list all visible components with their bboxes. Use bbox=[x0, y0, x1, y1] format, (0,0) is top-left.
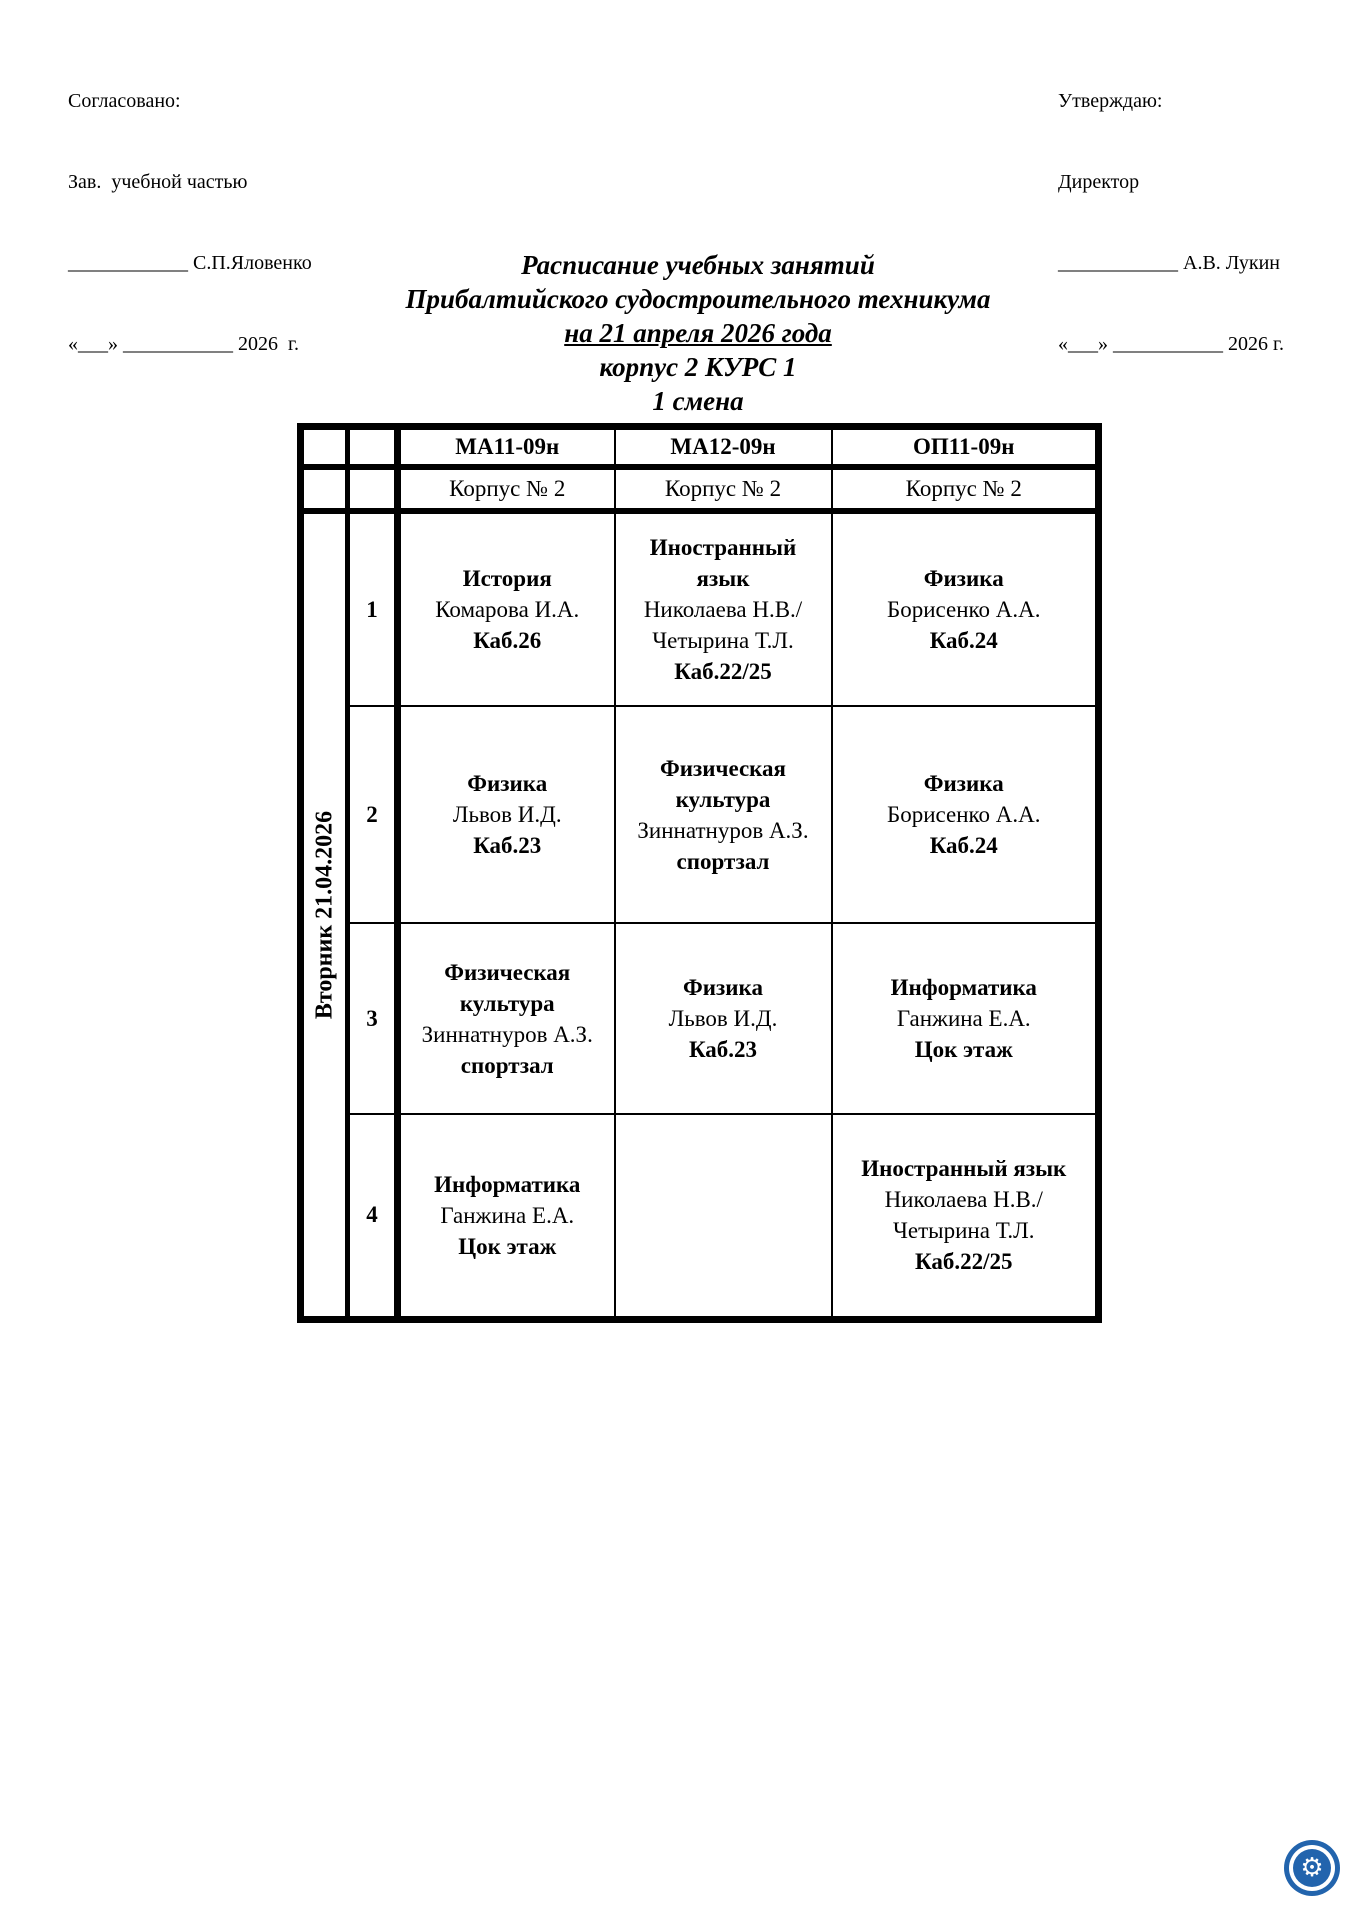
approval-left-title: Согласовано: bbox=[68, 90, 181, 112]
lesson-number-1: 1 bbox=[348, 511, 398, 706]
teacher: Комарова И.А. bbox=[435, 597, 580, 622]
lesson-3-ma11 bbox=[398, 923, 615, 1114]
title-line-2: Прибалтийского судостроительного техникума bbox=[405, 284, 991, 314]
approval-right-signature: ____________ А.В. Лукин bbox=[1058, 252, 1280, 274]
room: Каб.23 bbox=[473, 833, 542, 858]
room: спортзал bbox=[676, 848, 770, 874]
room: Каб.24 bbox=[929, 628, 998, 653]
teacher: Николаева Н.В./Четырина Т.Л. bbox=[884, 1187, 1043, 1244]
lesson-3-ma12 bbox=[615, 923, 832, 1114]
building-op11: Корпус № 2 bbox=[832, 467, 1099, 511]
lesson-1-op11 bbox=[832, 511, 1099, 706]
corner-cell-num2 bbox=[348, 467, 398, 511]
lesson-1-ma11 bbox=[398, 511, 615, 706]
approval-right-role: Директор bbox=[1058, 171, 1140, 193]
gear-icon: ⚙ bbox=[1293, 1849, 1331, 1887]
group-header-ma12: МА12-09н bbox=[615, 427, 832, 468]
approval-left-role: Зав. учебной частью bbox=[68, 171, 248, 193]
lesson-row-3 bbox=[301, 923, 1099, 1114]
group-header-ma11: МА11-09н bbox=[398, 427, 615, 468]
corner-cell-num bbox=[348, 427, 398, 468]
room: Каб.24 bbox=[929, 833, 998, 858]
teacher: Львов И.Д. bbox=[452, 802, 562, 827]
room: Цок этаж bbox=[914, 1037, 1013, 1062]
subject: Физическая культура bbox=[659, 755, 787, 812]
gear-emblem-icon bbox=[1284, 1840, 1340, 1896]
day-cell bbox=[301, 511, 348, 1319]
teacher: Зиннатнуров А.З. bbox=[421, 1021, 593, 1047]
corner-cell-day bbox=[301, 427, 348, 468]
subject: История bbox=[462, 566, 552, 591]
teacher: Ганжина Е.А. bbox=[440, 1202, 575, 1228]
building-ma12: Корпус № 2 bbox=[615, 467, 832, 511]
subject: Физическая культура bbox=[444, 959, 571, 1016]
lesson-row-1 bbox=[301, 511, 1099, 706]
gear-emblem-ring bbox=[1289, 1845, 1335, 1891]
approval-left-signature: ____________ С.П.Яловенко bbox=[68, 252, 312, 274]
lesson-2-op11 bbox=[832, 706, 1099, 923]
room: Каб.22/25 bbox=[674, 659, 772, 684]
room: Цок этаж bbox=[458, 1233, 557, 1259]
lesson-number-3: 3 bbox=[348, 923, 398, 1114]
subject: Физика bbox=[683, 975, 763, 1000]
lesson-row-4 bbox=[301, 1114, 1099, 1319]
lesson-4-op11 bbox=[832, 1114, 1099, 1319]
subject: Информатика bbox=[890, 975, 1037, 1000]
room: Каб.26 bbox=[473, 628, 542, 653]
lesson-2-ma12 bbox=[615, 706, 832, 923]
subject: Информатика bbox=[434, 1171, 581, 1197]
schedule-table bbox=[297, 423, 1102, 1323]
teacher: Львов И.Д. bbox=[668, 1006, 778, 1031]
subject: Иностранный язык bbox=[649, 535, 797, 591]
approval-block-left bbox=[68, 34, 312, 412]
building-row bbox=[301, 467, 1099, 511]
teacher: Зиннатнуров А.З. bbox=[637, 817, 809, 843]
corner-cell-day2 bbox=[301, 467, 348, 511]
group-header-row bbox=[301, 427, 1099, 468]
lesson-number-4: 4 bbox=[348, 1114, 398, 1319]
approval-right-title: Утверждаю: bbox=[1058, 90, 1163, 112]
lesson-4-ma11 bbox=[398, 1114, 615, 1319]
title-shift-line: 1 смена bbox=[652, 386, 744, 416]
approval-right-date: «___» ___________ 2026 г. bbox=[1058, 333, 1284, 355]
subject: Физика bbox=[923, 771, 1004, 796]
approval-left-date: «___» ___________ 2026 г. bbox=[68, 333, 299, 355]
room: Каб.23 bbox=[688, 1037, 758, 1062]
teacher: Николаева Н.В./Четырина Т.Л. bbox=[643, 597, 803, 653]
lesson-number-2: 2 bbox=[348, 706, 398, 923]
title-course-line: корпус 2 КУРС 1 bbox=[599, 352, 797, 382]
teacher: Борисенко А.А. bbox=[887, 802, 1041, 827]
title-line-1: Расписание учебных занятий bbox=[521, 250, 875, 280]
lesson-3-op11 bbox=[832, 923, 1099, 1114]
lesson-1-ma12 bbox=[615, 511, 832, 706]
building-ma11: Корпус № 2 bbox=[398, 467, 615, 511]
lesson-row-2 bbox=[301, 706, 1099, 923]
document-title bbox=[297, 248, 1099, 418]
group-header-op11: ОП11-09н bbox=[832, 427, 1099, 468]
day-label: Вторник 21.04.2026 bbox=[311, 810, 337, 1019]
lesson-4-ma12-empty bbox=[615, 1114, 832, 1319]
room: Каб.22/25 bbox=[914, 1249, 1013, 1275]
teacher: Борисенко А.А. bbox=[887, 597, 1041, 622]
subject: Иностранный язык bbox=[861, 1156, 1067, 1182]
room: спортзал bbox=[460, 1052, 554, 1078]
subject: Физика bbox=[467, 771, 548, 796]
subject: Физика bbox=[923, 566, 1004, 591]
teacher: Ганжина Е.А. bbox=[896, 1006, 1031, 1031]
title-date-line: на 21 апреля 2026 года bbox=[564, 318, 832, 348]
lesson-2-ma11 bbox=[398, 706, 615, 923]
